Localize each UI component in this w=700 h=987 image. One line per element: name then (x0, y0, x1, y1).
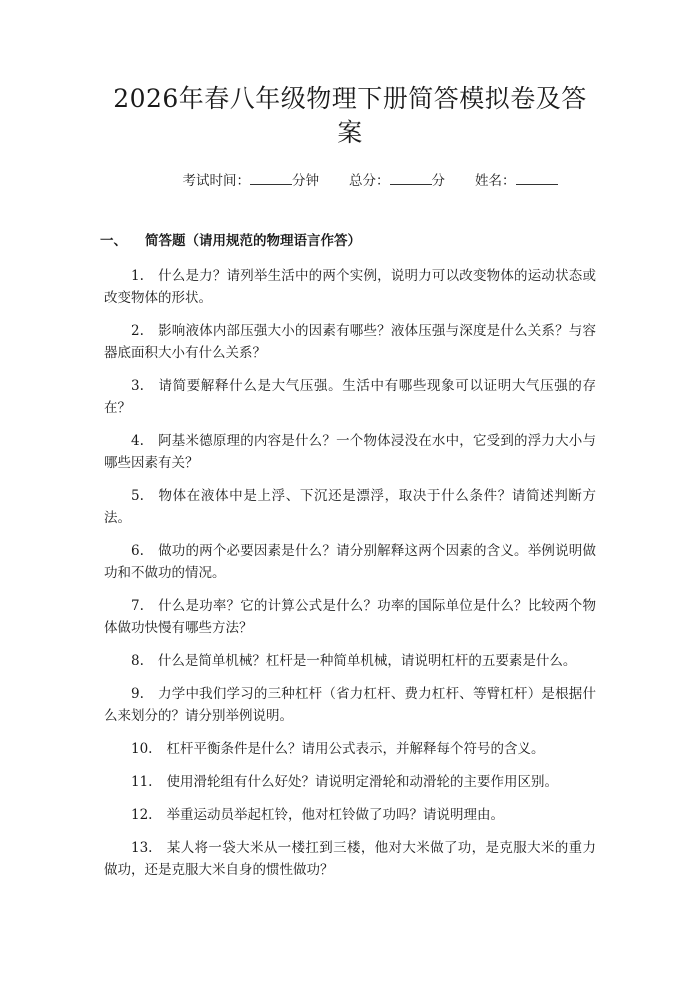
question-text: 杠杆平衡条件是什么？请用公式表示，并解释每个符号的含义。 (166, 741, 545, 757)
exam-time (183, 170, 320, 191)
time-blank (250, 170, 292, 185)
question-item (104, 771, 596, 793)
score-unit: 分 (431, 173, 445, 189)
question-item (104, 375, 596, 419)
time-unit: 分钟 (292, 173, 319, 189)
question-number: 2. (131, 323, 144, 339)
section-title: 简答题（请用规范的物理语言作答） (145, 233, 361, 249)
question-text: 影响液体内部压强大小的因素有哪些？液体压强与深度是什么关系？与容器底面积大小有什么关系？ (104, 323, 596, 361)
exam-score (349, 170, 445, 191)
question-text: 举重运动员举起杠铃，他对杠铃做了功吗？请说明理由。 (166, 807, 504, 823)
question-number: 13. (131, 840, 153, 856)
section-number: 一、 (100, 233, 127, 249)
question-item (104, 430, 596, 474)
question-text: 请简要解释什么是大气压强。生活中有哪些现象可以证明大气压强的存在？ (104, 378, 596, 416)
question-item (104, 485, 596, 529)
question-number: 3. (131, 378, 144, 394)
page-title: 2026年春八年级物理下册简答模拟卷及答案 (113, 84, 587, 147)
question-item (104, 265, 596, 309)
question-list (104, 265, 596, 881)
question-text: 使用滑轮组有什么好处？请说明定滑轮和动滑轮的主要作用区别。 (166, 774, 558, 790)
time-label: 考试时间： (182, 173, 250, 189)
question-item (104, 650, 596, 672)
name-label: 姓名： (475, 173, 516, 189)
exam-info (104, 170, 596, 191)
name-blank (516, 170, 558, 185)
question-item (104, 804, 596, 826)
question-text: 力学中我们学习的三种杠杆（省力杠杆、费力杠杆、等臂杠杆）是根据什么来划分的？请分别举例说明。 (104, 686, 596, 724)
question-number: 5. (131, 488, 144, 504)
question-item (104, 320, 596, 364)
question-number: 7. (131, 598, 144, 614)
section-heading (100, 231, 596, 251)
document-page (0, 82, 700, 987)
question-number: 6. (131, 543, 144, 559)
score-label: 总分： (349, 173, 390, 189)
question-number: 1. (131, 268, 144, 284)
exam-name (475, 170, 558, 191)
question-item (104, 738, 596, 760)
question-number: 9. (131, 686, 144, 702)
question-number: 12. (131, 807, 153, 823)
question-number: 10. (131, 741, 153, 757)
question-text: 什么是功率？它的计算公式是什么？功率的国际单位是什么？比较两个物体做功快慢有哪些方法？ (104, 598, 596, 636)
score-blank (390, 170, 432, 185)
question-text: 某人将一袋大米从一楼扛到三楼，他对大米做了功，是克服大米的重力做功，还是克服大米自身的惯性做功？ (104, 840, 596, 878)
question-item (104, 595, 596, 639)
question-item (104, 683, 596, 727)
question-item (104, 837, 596, 881)
question-text: 做功的两个必要因素是什么？请分别解释这两个因素的含义。举例说明做功和不做功的情况。 (104, 543, 596, 581)
question-text: 什么是简单机械？杠杆是一种简单机械，请说明杠杆的五要素是什么。 (157, 653, 577, 669)
question-item (104, 540, 596, 584)
question-text: 什么是力？请列举生活中的两个实例，说明力可以改变物体的运动状态或改变物体的形状。 (104, 268, 596, 306)
question-text: 阿基米德原理的内容是什么？一个物体浸没在水中，它受到的浮力大小与哪些因素有关？ (104, 433, 596, 471)
question-number: 11. (131, 774, 153, 790)
question-number: 4. (131, 433, 144, 449)
question-number: 8. (131, 653, 144, 669)
question-text: 物体在液体中是上浮、下沉还是漂浮，取决于什么条件？请简述判断方法。 (104, 488, 596, 526)
